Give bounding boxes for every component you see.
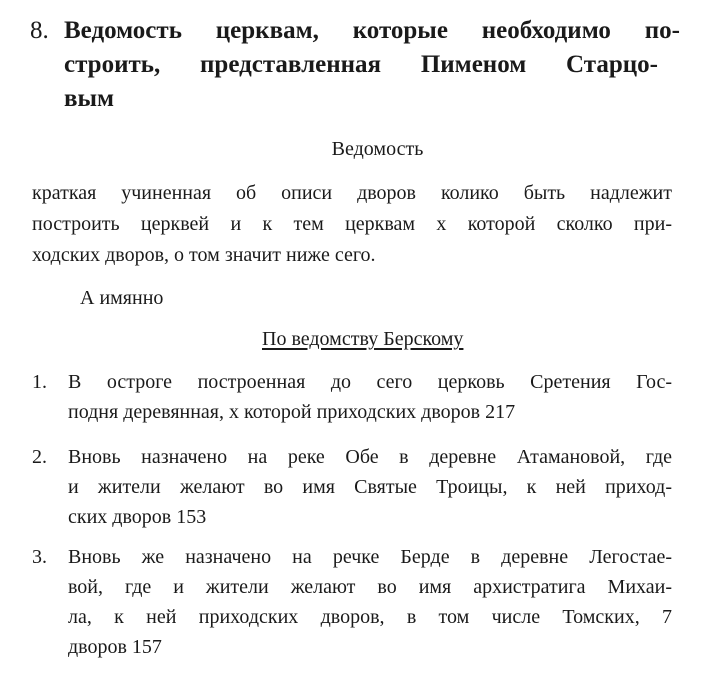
section-heading	[30, 14, 680, 116]
list-item-number: 2.	[32, 446, 47, 468]
document-subtitle: Ведомость	[331, 138, 424, 160]
intro-paragraph	[32, 178, 672, 271]
list-item-line: дворов 157	[68, 636, 162, 658]
list-item	[32, 442, 672, 532]
aimenno-label: А имянно	[80, 287, 164, 309]
list-item-line: вой, где и жители желают во имя архистратига Михаи-	[68, 576, 672, 598]
list-item-line: и жители желают во имя Святые Троицы, к ней приход-	[68, 476, 672, 498]
list-item-line: Вновь назначено на реке Обе в деревне Атамановой, где	[68, 446, 672, 468]
section-subheading: По ведомству Берскому	[262, 328, 464, 350]
list-item	[32, 542, 672, 662]
paragraph-line: построить церквей и к тем церквам х которой сколко при-	[32, 213, 672, 235]
list-item-line: ских дворов 153	[68, 506, 207, 528]
list-item-number: 1.	[32, 371, 47, 393]
list-item-line: ла, к ней приходских дворов, в том числе Томских, 7	[68, 606, 672, 628]
list-item-number: 3.	[32, 546, 47, 568]
heading-line: вым	[64, 85, 115, 112]
heading-line: строить, представленная Пименом Старцо-	[64, 51, 658, 78]
paragraph-line: ходских дворов, о том значит ниже сего.	[32, 244, 376, 266]
paragraph-line: краткая учиненная об описи дворов колико быть надлежит	[32, 182, 672, 204]
list-item-line: В остроге построенная до сего церковь Сретения Гос-	[68, 371, 672, 393]
heading-number: 8.	[30, 17, 49, 44]
heading-line: Ведомость церквам, которые необходимо по-	[64, 17, 680, 44]
list-item	[32, 367, 672, 427]
list-item-line: Вновь же назначено на речке Берде в деревне Легостае-	[68, 546, 672, 568]
list-item-line: подня деревянная, х которой приходских дворов 217	[68, 401, 516, 423]
